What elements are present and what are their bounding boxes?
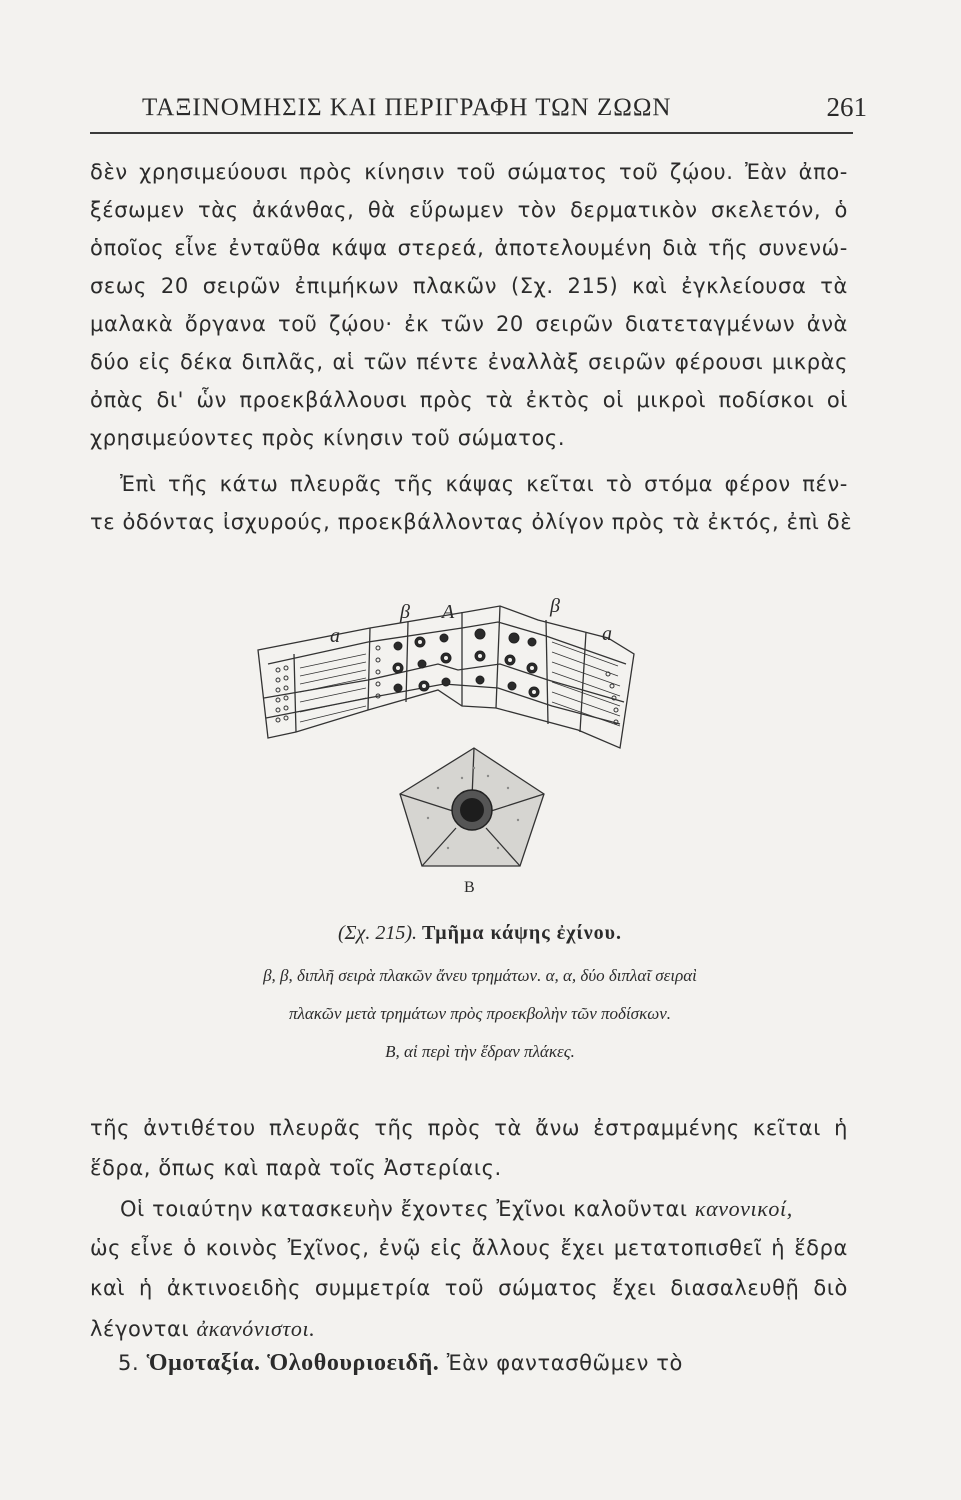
header-title: ΤΑΞΙΝΟΜΗΣΙΣ ΚΑΙ ΠΕΡΙΓΡΑΦΗ ΤΩΝ ΖΩΩΝ (142, 94, 672, 121)
figure-caption-line: πλακῶν μετὰ τρημάτων πρὸς προεκβολὴν τῶν ποδίσκων. (288, 1004, 672, 1023)
text-line: τε ὀδόντας ἰσχυρούς, προεκβάλλοντας ὀλίγον πρὸς τὰ ἐκτός, ἐπὶ δὲ (90, 510, 853, 534)
text-line: ὁποῖος εἶνε ἐνταῦθα κάψα στερεά, ἀποτελουμένη διὰ τῆς συνενώ- (90, 236, 848, 260)
text-line: σεως 20 σειρῶν ἐπιμήκων πλακῶν (Σχ. 215) καὶ ἐγκλείουσα τὰ (90, 274, 848, 298)
figure-title: Τμῆμα κάψης ἐχίνου. (421, 922, 623, 944)
text-span: λέγονται (90, 1317, 190, 1341)
figure-ref: (Σχ. 215). (337, 922, 417, 944)
figure-label-a-left: a (330, 625, 340, 647)
figure-caption-line: β, β, διπλῆ σειρὰ πλακῶν ἄνευ τρημάτων. α, α, δύο διπλαῖ σειραὶ (263, 966, 697, 985)
text-line: ξέσωμεν τὰς ἀκάνθας, θὰ εὕρωμεν τὸν δερματικὸν σκελετόν, ὁ (90, 198, 848, 222)
text-line: μαλακὰ ὄργανα τοῦ ζῴου· ἐκ τῶν 20 σειρῶν διατεταγμένων ἀνὰ (90, 312, 848, 336)
text-line: ὡς εἶνε ὁ κοινὸς Ἐχῖνος, ἐνῷ εἰς ἄλλους ἔχει μετατοπισθεῖ ἡ ἕδρα (90, 1236, 848, 1260)
running-header (90, 92, 867, 134)
figure-caption-title (90, 922, 870, 945)
text-line (120, 1196, 793, 1222)
emphasis-text: ἀκανόνιστοι. (196, 1316, 316, 1341)
text-line: ἕδρα, ὅπως καὶ παρὰ τοῖς Ἀστερίαις. (90, 1156, 502, 1180)
emphasis-text: κανονικοί, (694, 1196, 793, 1221)
text-line: δὲν χρησιμεύουσι πρὸς κίνησιν τοῦ σώματος τοῦ ζῴου. Ἐὰν ἀπο- (90, 160, 848, 184)
figure-label-a-right: a (602, 623, 612, 645)
text-span: Οἱ τοιαύτην κατασκευὴν ἔχοντες Ἐχῖνοι καλοῦνται (120, 1197, 688, 1221)
figure-label-beta-right: β (550, 598, 560, 617)
section-heading-line (118, 1350, 683, 1377)
text-line: τῆς ἀντιθέτου πλευρᾶς τῆς πρὸς τὰ ἄνω ἐστραμμένης κεῖται ἡ (90, 1116, 848, 1140)
figure-label-beta-left: β (400, 601, 410, 623)
text-line: χρησιμεύοντες πρὸς κίνησιν τοῦ σώματος. (90, 426, 566, 450)
section-text: Ἐὰν φαντασθῶμεν τὸ (446, 1351, 683, 1375)
urchin-shell-illustration (248, 598, 658, 898)
figure-label-B: B (464, 879, 475, 896)
page-number: 261 (826, 92, 867, 122)
text-line (90, 1316, 315, 1342)
section-heading: Ὁμοταξία. Ὁλοθουριοειδῆ. (146, 1350, 440, 1376)
figure-label-A: A (442, 601, 455, 623)
figure-caption-line: Β, αἱ περὶ τὴν ἕδραν πλάκες. (385, 1042, 575, 1061)
section-number: 5. (118, 1351, 140, 1375)
text-line: δύο εἰς δέκα διπλᾶς, αἱ τῶν πέντε ἐναλλὰξ σειρῶν φέρουσι μικρὰς (90, 350, 848, 374)
text-line: καὶ ἡ ἀκτινοειδὴς συμμετρία τοῦ σώματος ἔχει διασαλευθῇ διὸ (90, 1276, 848, 1300)
text-line: Ἐπὶ τῆς κάτω πλευρᾶς τῆς κάψας κεῖται τὸ στόμα φέρον πέν- (120, 472, 848, 496)
figure-urchin-shell (248, 598, 658, 898)
text-line: ὀπὰς δι' ὧν προεκβάλλουσι πρὸς τὰ ἐκτὸς οἱ μικροὶ ποδίσκοι οἱ (90, 388, 848, 412)
